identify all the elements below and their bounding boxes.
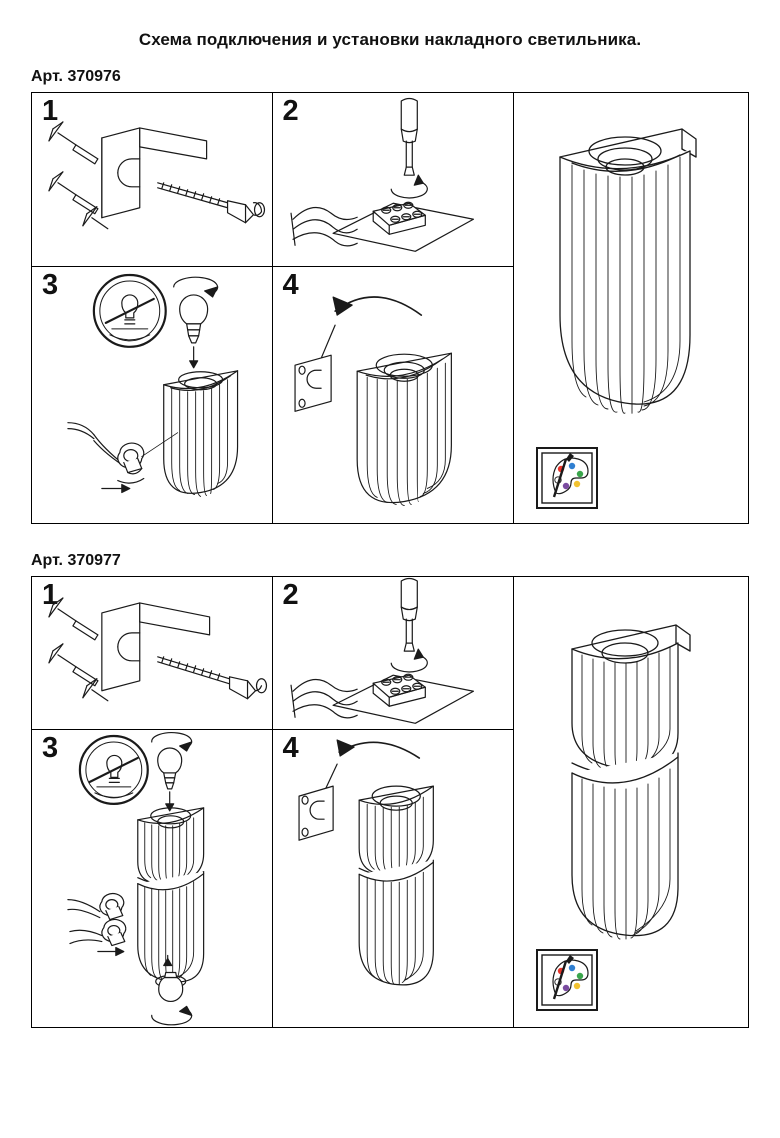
- step-wire-connection-illustration: [273, 93, 513, 266]
- step-number: 4: [282, 731, 299, 764]
- product-preview-370976: [514, 93, 748, 523]
- step-mount-bracket-illustration: [32, 577, 271, 729]
- step-number: 1: [42, 579, 59, 611]
- product-preview-370977: [514, 577, 748, 1027]
- article-label-370977: Арт. 370977: [31, 552, 121, 569]
- page-title: Схема подключения и установки накладного светильника.: [138, 30, 642, 49]
- step-install-lamp-illustration: [32, 267, 271, 523]
- step-cell-1: [32, 93, 273, 266]
- step-cell-4: [273, 267, 514, 523]
- step-cell-3: [32, 267, 273, 523]
- step-install-lamps-illustration: [32, 730, 271, 1027]
- paint-palette-icon: [536, 447, 598, 509]
- step-cell-2: [273, 577, 514, 729]
- step-number: 3: [42, 731, 59, 764]
- steps-column-370976: [32, 93, 514, 523]
- paint-palette-icon: [536, 949, 598, 1011]
- diagram-grid-370977: [31, 576, 749, 1028]
- steps-row-1: [32, 93, 513, 267]
- section-370977: [0, 552, 780, 1028]
- diagram-grid-370976: [31, 92, 749, 524]
- step-attach-shade-illustration: [273, 730, 513, 1027]
- section-370976: [0, 68, 780, 524]
- step-number: 3: [42, 268, 59, 301]
- step-number: 2: [282, 95, 299, 127]
- instruction-sheet: [0, 30, 780, 1138]
- step-cell-3: [32, 730, 273, 1027]
- step-number: 1: [42, 95, 59, 127]
- step-cell-1: [32, 577, 273, 729]
- step-mount-bracket-illustration: [32, 93, 271, 266]
- step-cell-4: [273, 730, 514, 1027]
- step-number: 2: [282, 579, 299, 611]
- steps-row-1: [32, 577, 513, 730]
- steps-row-2: [32, 267, 513, 523]
- steps-column-370977: [32, 577, 514, 1027]
- article-label-370976: Арт. 370976: [31, 68, 121, 85]
- step-cell-2: [273, 93, 514, 266]
- step-wire-connection-illustration: [273, 577, 513, 729]
- step-number: 4: [282, 268, 299, 301]
- steps-row-2: [32, 730, 513, 1027]
- step-attach-shade-illustration: [273, 267, 513, 523]
